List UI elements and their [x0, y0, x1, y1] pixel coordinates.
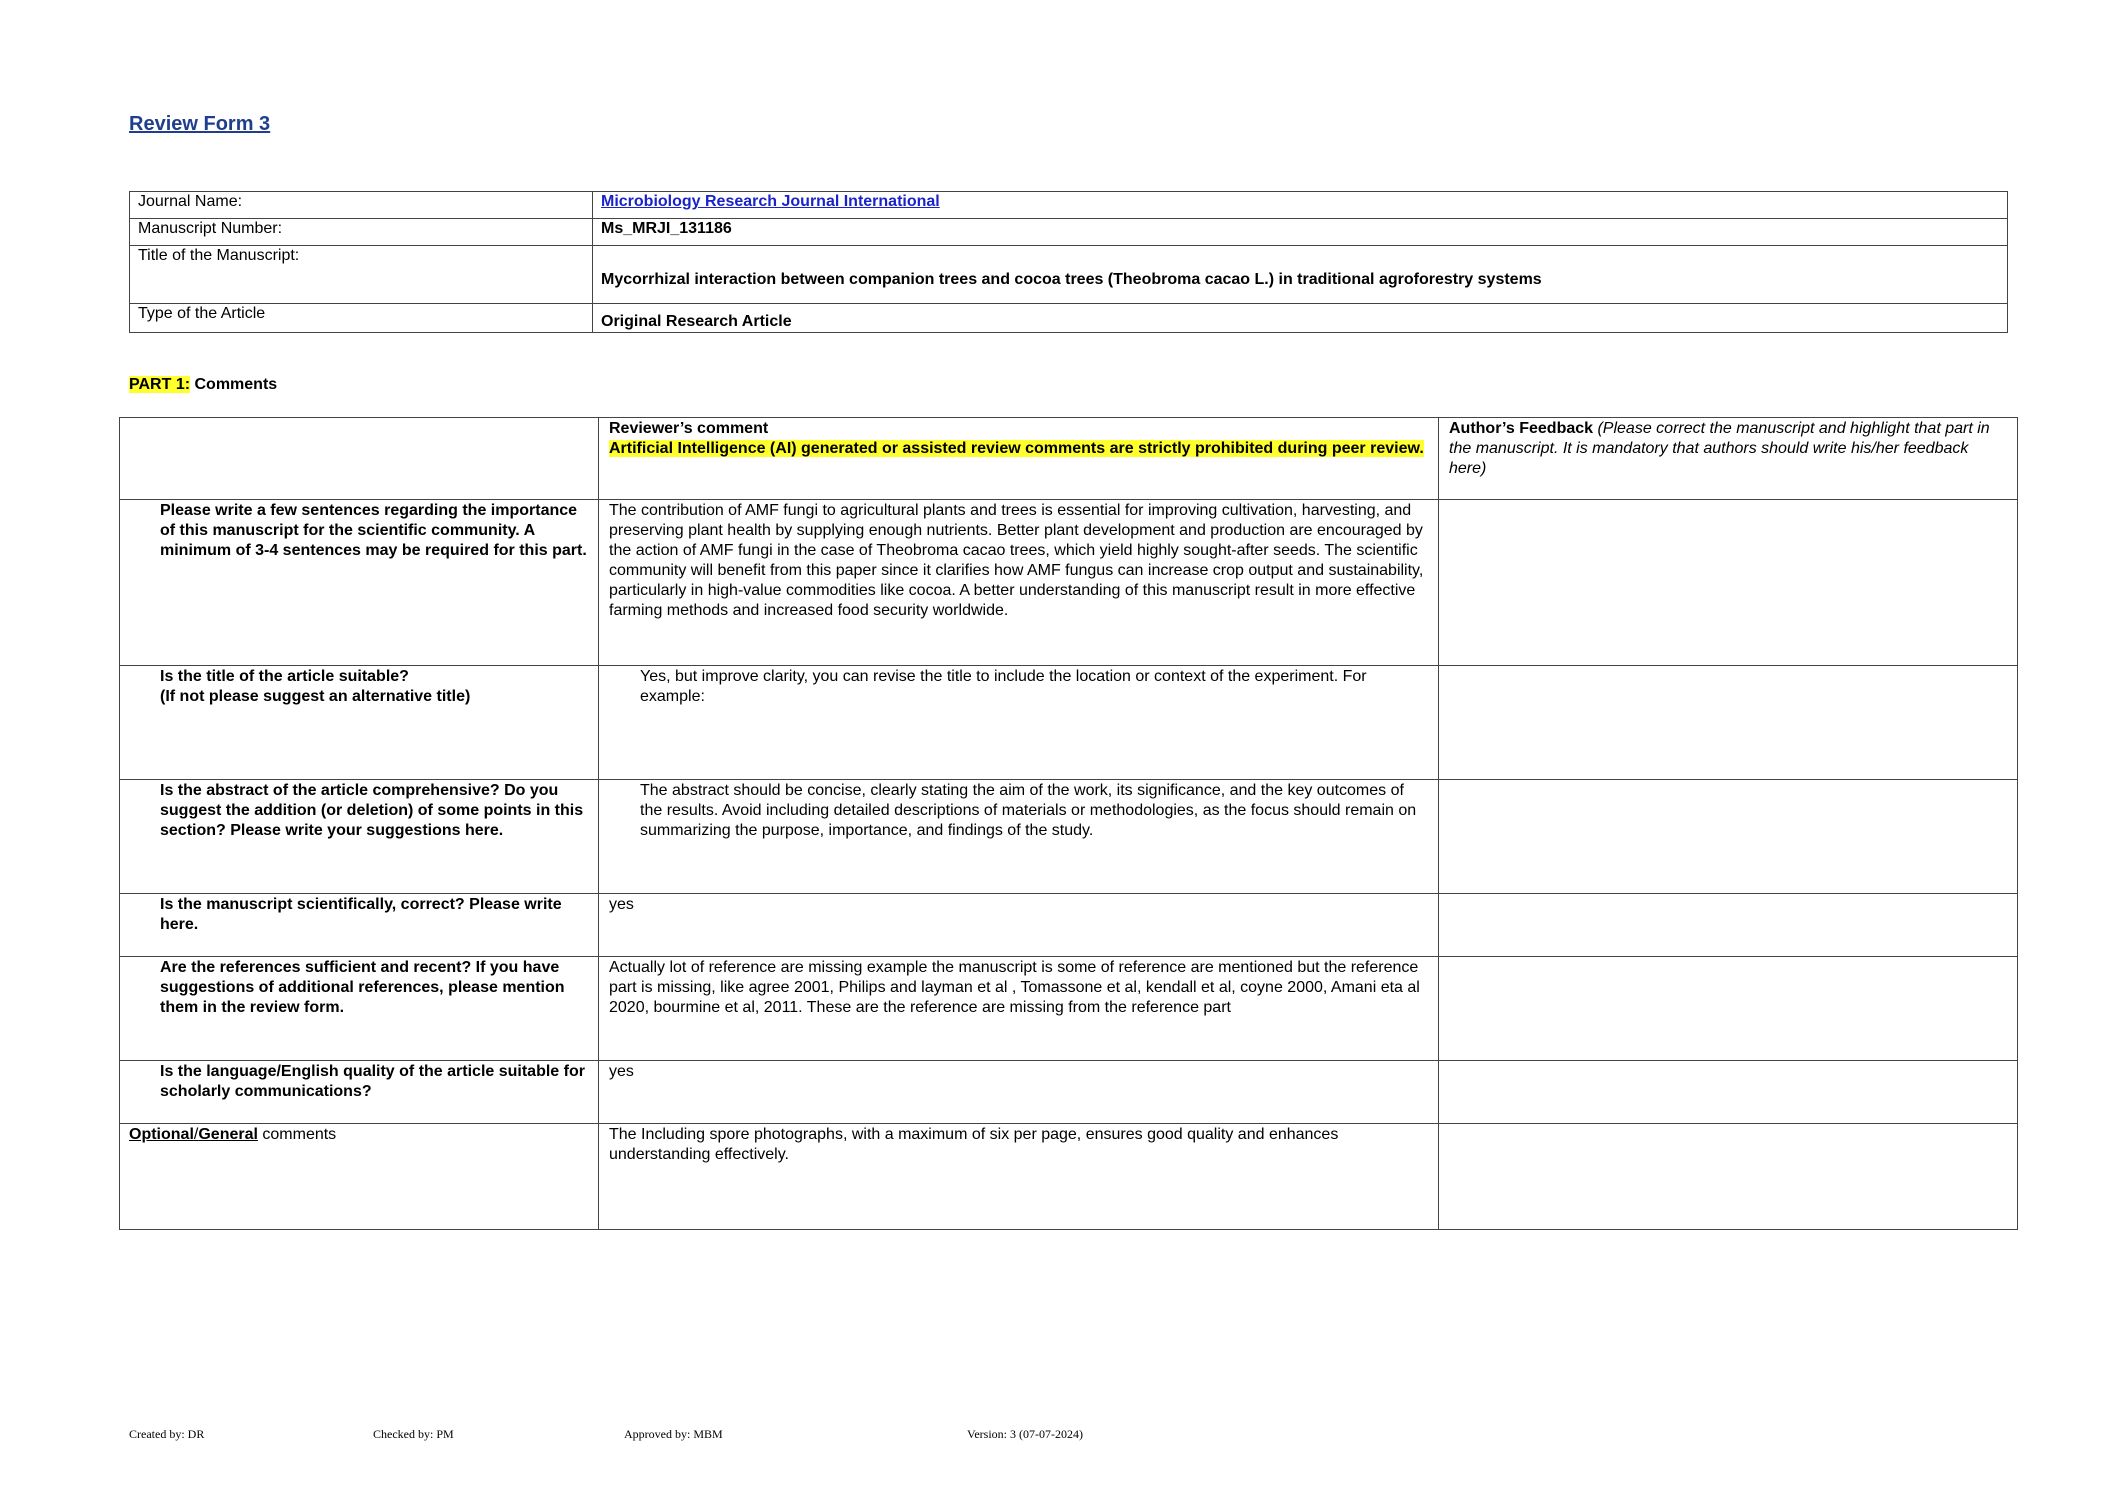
header-empty-cell — [120, 418, 599, 500]
optional-label: Optional — [129, 1126, 194, 1143]
question-references: Are the references sufficient and recent? If you have suggestions of additional references, please mention them in the review form. — [120, 957, 599, 1061]
feedback-references[interactable] — [1439, 957, 2018, 1061]
manuscript-number-row — [130, 219, 2008, 246]
manuscript-number-value: Ms_MRJI_131186 — [593, 219, 2008, 246]
question-importance: Please write a few sentences regarding the importance of this manuscript for the scientific community. A minimum of 3-4 sentences may be required for this part. — [120, 500, 599, 666]
feedback-language[interactable] — [1439, 1061, 2018, 1124]
comment-optional: The Including spore photographs, with a maximum of six per page, ensures good quality and enhances understanding effectively. — [599, 1124, 1439, 1230]
table-row — [120, 780, 2018, 894]
question-correctness: Is the manuscript scientifically, correct? Please write here. — [120, 894, 599, 957]
table-row — [120, 1061, 2018, 1124]
journal-link[interactable]: Microbiology Research Journal International — [601, 193, 940, 210]
feedback-title[interactable] — [1439, 666, 2018, 780]
author-feedback-title: Author’s Feedback — [1449, 420, 1594, 437]
general-label: General — [198, 1126, 258, 1143]
manuscript-number-label: Manuscript Number: — [130, 219, 593, 246]
question-abstract: Is the abstract of the article comprehensive? Do you suggest the addition (or deletion) of some points in this section? Please write your suggestions here. — [120, 780, 599, 894]
optional-label-cell — [120, 1124, 599, 1230]
page-title: Review Form 3 — [129, 113, 271, 135]
article-type-label: Type of the Article — [130, 304, 593, 333]
ai-warning: Artificial Intelligence (AI) generated or assisted review comments are strictly prohibited during peer review. — [609, 440, 1424, 457]
part1-label: PART 1: — [129, 376, 191, 393]
author-feedback-note: (Please correct the manuscript and highlight that part in the manuscript. It is mandatory that authors should write his/her feedback here) — [1449, 420, 1990, 477]
part1-title: Comments — [190, 376, 278, 393]
reviewer-header-cell — [599, 418, 1439, 500]
optional-slash: / — [193, 1126, 199, 1143]
article-type-row — [130, 304, 2008, 333]
manuscript-title-value: Mycorrhizal interaction between companion trees and cocoa trees (Theobroma cacao L.) in traditional agroforestry systems — [593, 246, 2008, 304]
journal-label: Journal Name: — [130, 192, 593, 219]
optional-row — [120, 1124, 2018, 1230]
part1-heading — [129, 376, 277, 394]
feedback-importance[interactable] — [1439, 500, 2018, 666]
comment-language: yes — [599, 1061, 1439, 1124]
article-type-value: Original Research Article — [593, 304, 2008, 333]
journal-row — [130, 192, 2008, 219]
manuscript-info-table — [129, 191, 2008, 333]
manuscript-title-label: Title of the Manuscript: — [130, 246, 593, 304]
question-language: Is the language/English quality of the article suitable for scholarly communications? — [120, 1061, 599, 1124]
footer-created-by: Created by: DR — [129, 1427, 205, 1441]
feedback-optional[interactable] — [1439, 1124, 2018, 1230]
feedback-correctness[interactable] — [1439, 894, 2018, 957]
comment-importance: The contribution of AMF fungi to agricultural plants and trees is essential for improving cultivation, harvesting, and preserving plant health by supplying enough nutrients. Better plant development and production are encouraged by the action of AMF fungi in the case of Theobroma cacao trees, which yield highly sought-after seeds. The scientific community will benefit from this paper since it clarifies how AMF fungus can increase crop output and sustainability, particularly in high-value commodities like cocoa. A better understanding of this manuscript result in more effective farming methods and increased food security worldwide. — [599, 500, 1439, 666]
footer-approved-by: Approved by: MBM — [624, 1427, 723, 1441]
author-header-cell — [1439, 418, 2018, 500]
table-row — [120, 666, 2018, 780]
comments-word: comments — [257, 1126, 337, 1143]
footer-version: Version: 3 (07-07-2024) — [967, 1427, 1083, 1441]
comment-abstract: The abstract should be concise, clearly stating the aim of the work, its significance, and the key outcomes of the results. Avoid including detailed descriptions of materials or methodologies, as the focus should remain on summarizing the purpose, importance, and findings of the study. — [599, 780, 1439, 894]
table-row — [120, 894, 2018, 957]
journal-cell — [593, 192, 2008, 219]
comments-header-row — [120, 418, 2018, 500]
comment-title: Yes, but improve clarity, you can revise the title to include the location or context of the experiment. For example: — [599, 666, 1439, 780]
review-comments-table — [119, 417, 2018, 1230]
comment-correctness: yes — [599, 894, 1439, 957]
reviewer-comment-title: Reviewer’s comment — [609, 420, 769, 437]
comment-references: Actually lot of reference are missing example the manuscript is some of reference are mentioned but the reference part is missing, like agree 2001, Philips and layman et al , Tomassone et al, kendall et al, coyne 2000, Amani eta al 2020, bourmine et al, 2011. These are the reference are missing from the reference part — [599, 957, 1439, 1061]
feedback-abstract[interactable] — [1439, 780, 2018, 894]
question-title: Is the title of the article suitable? (If not please suggest an alternative title) — [120, 666, 599, 780]
footer-checked-by: Checked by: PM — [373, 1427, 454, 1441]
manuscript-title-row — [130, 246, 2008, 304]
table-row — [120, 957, 2018, 1061]
table-row — [120, 500, 2018, 666]
